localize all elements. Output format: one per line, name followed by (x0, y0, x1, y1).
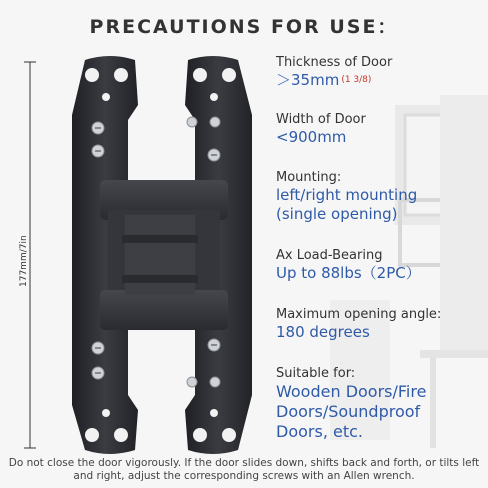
spec-opening (276, 307, 486, 342)
spec-value: <900mm (276, 128, 347, 146)
spec-label: Suitable for: (276, 366, 356, 381)
thickness-value: ＞35mm (276, 71, 340, 89)
spec-value-2: (single opening) (276, 205, 398, 223)
spec-value-3: Doors, etc. (276, 422, 363, 441)
spec-width (276, 112, 486, 147)
spec-mounting (276, 170, 486, 224)
spec-label: Thickness of Door (276, 55, 393, 70)
spec-value (276, 71, 486, 90)
spec-value: Up to 88lbs（2PC） (276, 264, 421, 282)
dimension-label: 177mm/7in (19, 235, 29, 287)
spec-label: Mounting: (276, 170, 342, 185)
spec-value: left/right mounting (276, 186, 418, 204)
spec-suitable (276, 366, 486, 442)
spec-value-2: Doors/Soundproof (276, 402, 421, 421)
spec-value: Wooden Doors/Fire (276, 382, 427, 401)
spec-thickness (276, 55, 486, 90)
spec-label: Maximum opening angle: (276, 307, 442, 322)
spec-load (276, 248, 486, 283)
thickness-inches: (1 3/8) (341, 75, 372, 85)
usage-note: Do not close the door vigorously. If the door slides down, shifts back and forth, or tilts left and right, adjust the corresponding screws with an Allen wrench. (8, 457, 480, 482)
page-title: PRECAUTIONS FOR USE： (89, 16, 399, 38)
spec-label: Ax Load-Bearing (276, 248, 383, 263)
spec-label: Width of Door (276, 112, 366, 127)
spec-value: 180 degrees (276, 323, 370, 341)
